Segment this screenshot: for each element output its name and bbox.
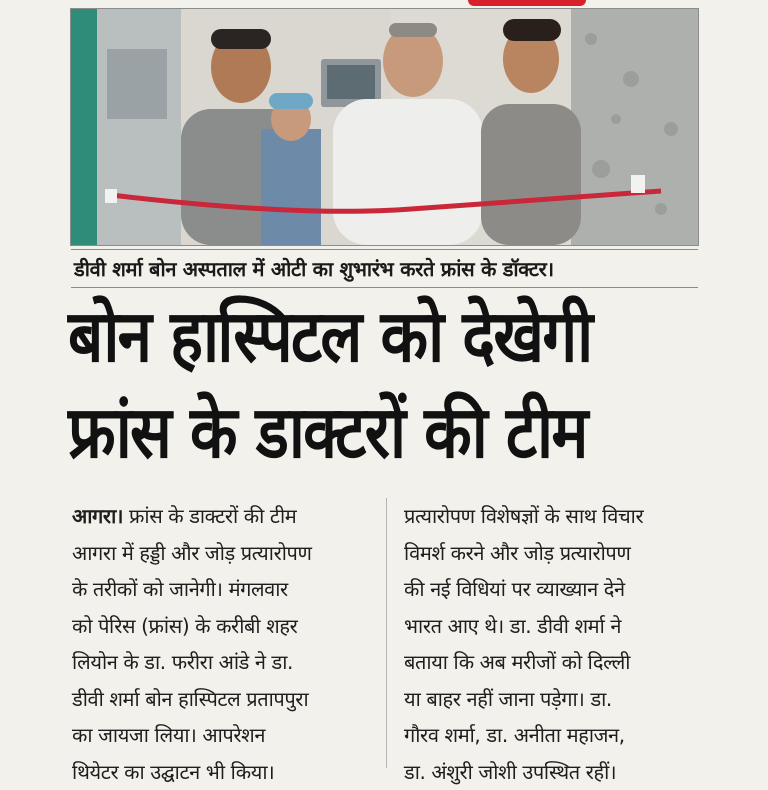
column-1-line: का जायजा लिया। आपरेशन bbox=[72, 717, 372, 754]
headline-line-2: फ्रांस के डाक्टरों की टीम bbox=[68, 396, 615, 468]
column-divider bbox=[386, 498, 387, 768]
column-1-line: को पेरिस (फ्रांस) के करीबी शहर bbox=[72, 608, 372, 645]
column-2-line: गौरव शर्मा, डा. अनीता महाजन, bbox=[404, 717, 704, 754]
column-1-line: आगरा। फ्रांस के डाक्टरों की टीम bbox=[72, 498, 372, 535]
masthead-strip bbox=[468, 0, 586, 6]
column-1-line: थियेटर का उद्घाटन भी किया। bbox=[72, 754, 372, 790]
column-2-line: प्रत्यारोपण विशेषज्ञों के साथ विचार bbox=[404, 498, 704, 535]
photo-caption: डीवी शर्मा बोन अस्पताल में ओटी का शुभारंभ करते फ्रांस के डॉक्टर। bbox=[74, 255, 698, 282]
dateline: आगरा। bbox=[72, 504, 123, 528]
column-2-line: बताया कि अब मरीजों को दिल्ली bbox=[404, 644, 704, 681]
article-column-1 bbox=[72, 498, 372, 790]
column-1-line: आगरा में हड्डी और जोड़ प्रत्यारोपण bbox=[72, 535, 372, 572]
news-photo bbox=[71, 9, 698, 245]
ribbon-cutting-photo bbox=[71, 9, 698, 245]
column-1-line: लियोन के डा. फरीरा आंडे ने डा. bbox=[72, 644, 372, 681]
column-2-line: विमर्श करने और जोड़ प्रत्यारोपण bbox=[404, 535, 704, 572]
column-2-line: भारत आए थे। डा. डीवी शर्मा ने bbox=[404, 608, 704, 645]
headline-line-1: बोन हास्पिटल को देखेगी bbox=[68, 300, 615, 372]
article-column-2 bbox=[404, 498, 704, 790]
column-1-line: डीवी शर्मा बोन हास्पिटल प्रतापपुरा bbox=[72, 681, 372, 718]
column-2-line: की नई विधियां पर व्याख्यान देने bbox=[404, 571, 704, 608]
caption-rule-bottom bbox=[71, 287, 698, 288]
column-1-line: के तरीकों को जानेगी। मंगलवार bbox=[72, 571, 372, 608]
column-2-line: डा. अंशुरी जोशी उपस्थित रहीं। bbox=[404, 754, 704, 790]
column-2-line: या बाहर नहीं जाना पड़ेगा। डा. bbox=[404, 681, 704, 718]
caption-rule-top bbox=[71, 249, 698, 250]
